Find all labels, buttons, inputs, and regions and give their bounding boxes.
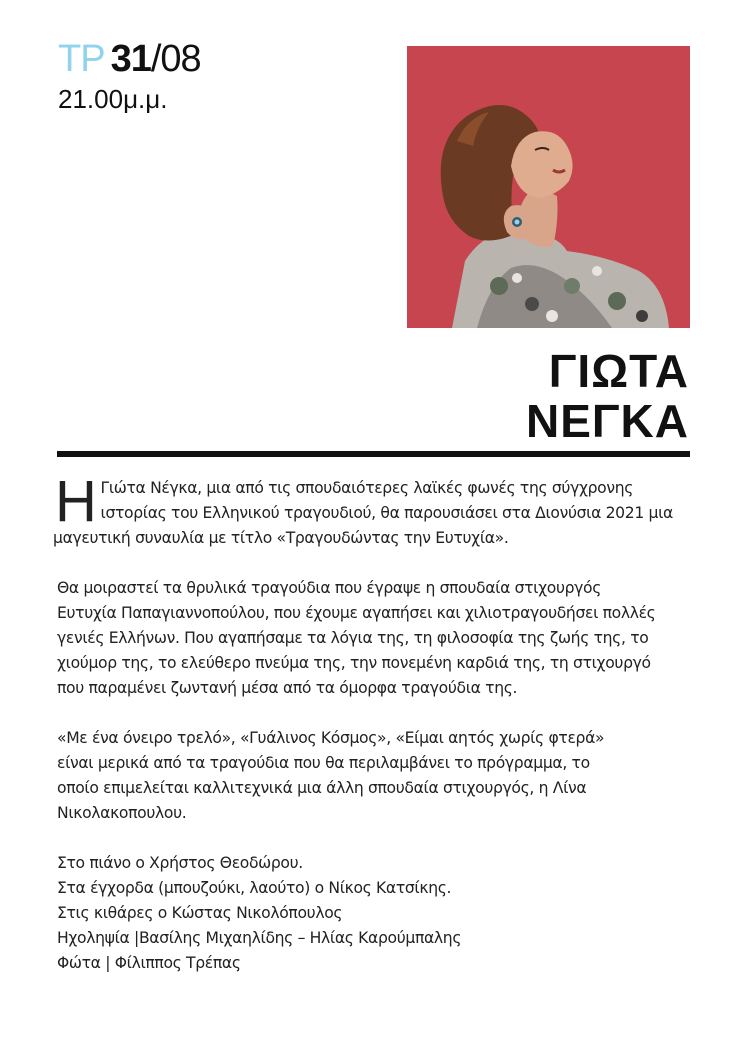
credit-line: Φώτα | Φίλιππος Τρέπας [57, 954, 241, 972]
text-line: «Με ένα όνειρο τρελό», «Γυάλινος Κόσμος», «Είμαι αητός χωρίς φτερά» [57, 729, 605, 747]
divider-rule [57, 451, 690, 457]
text-line: Ευτυχία Παπαγιαννοπούλου, που έχουμε αγαπήσει και χιλιοτραγουδήσει πολλές [57, 604, 656, 622]
artist-name [526, 346, 689, 446]
text-line: είναι μερικά από τα τραγούδια που θα περιλαμβάνει το πρόγραμμα, το [57, 754, 590, 772]
artist-photo-illustration [407, 46, 690, 328]
text-line: οποίο επιμελείται καλλιτεχνικά μια άλλη σπουδαία στιχουργός, η Λίνα [57, 779, 587, 797]
text-line: γενιές Ελλήνων. Που αγαπήσαμε τα λόγια της, τη φιλοσοφία της ζωής της, το [57, 629, 649, 647]
intro-paragraph [53, 469, 697, 551]
artist-name-line1: ΓΙΩΤΑ [548, 345, 689, 397]
credit-line: Στις κιθάρες ο Κώστας Νικολόπουλος [57, 904, 343, 922]
credit-line: Στο πιάνο ο Χρήστος Θεοδώρου. [57, 854, 303, 872]
event-day: ΤΡ [58, 38, 105, 80]
text-line: μαγευτική συναυλία με τίτλο «Τραγουδώντας την Ευτυχία». [53, 529, 509, 547]
event-time: 21.00μ.μ. [58, 84, 168, 114]
event-day-number: 31 [110, 38, 151, 80]
text-line: Θα μοιραστεί τα θρυλικά τραγούδια που έγραψε η σπουδαία στιχουργός [57, 579, 602, 597]
credit-line: Στα έγχορδα (μπουζούκι, λαούτο) ο Νίκος Κατσίκης. [57, 879, 452, 897]
event-date [58, 40, 201, 78]
artist-photo [407, 46, 690, 328]
text-line: χιούμορ της, το ελεύθερο πνεύμα της, την πονεμένη καρδιά της, τη στιχουργό [57, 654, 651, 672]
drop-cap: Η [55, 469, 97, 534]
credit-line: Ηχοληψία |Βασίλης Μιχαηλίδης – Ηλίας Καρούμπαλης [57, 929, 462, 947]
program-paragraph [57, 726, 697, 826]
event-month: /08 [150, 38, 201, 80]
text-line: ιστορίας του Ελληνικού τραγουδιού, θα παρουσιάσει στα Διονύσια 2021 μια [100, 504, 673, 522]
songs-paragraph [57, 576, 697, 701]
event-description [53, 469, 697, 1001]
text-line: που παραμένει ζωντανή μέσα από τα όμορφα τραγούδια της. [57, 679, 518, 697]
text-line: Νικολακοπουλου. [57, 804, 187, 822]
credits-list [57, 851, 697, 976]
artist-name-line2: ΝΕΓΚΑ [526, 395, 689, 447]
text-line: Γιώτα Νέγκα, μια από τις σπουδαιότερες λαϊκές φωνές της σύγχρονης [100, 479, 634, 497]
